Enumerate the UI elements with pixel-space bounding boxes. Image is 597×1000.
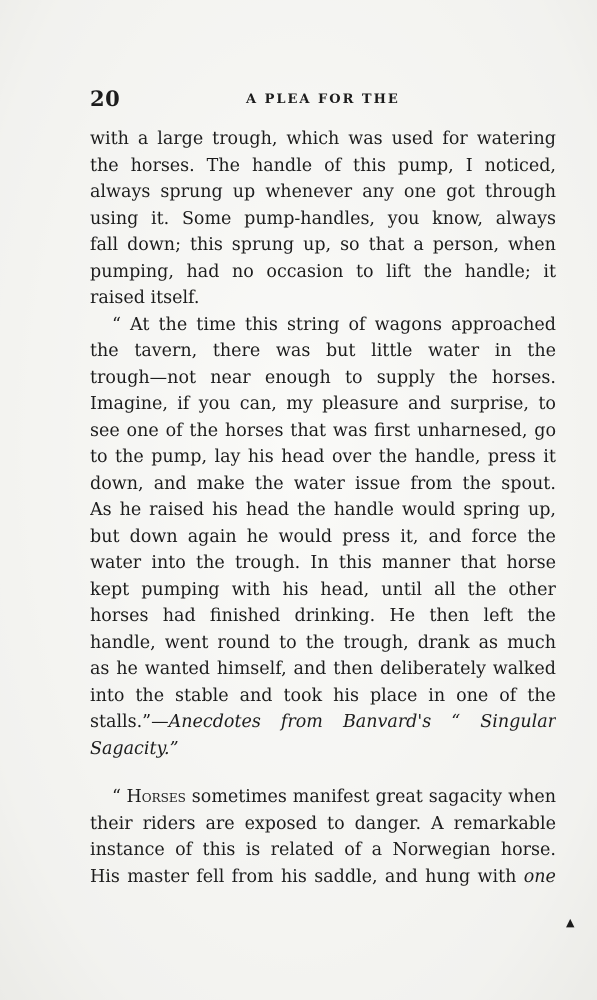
running-head: A PLEA FOR THE	[246, 92, 400, 107]
word: all	[434, 579, 456, 600]
word: and	[384, 866, 418, 887]
word: the	[527, 606, 556, 626]
word: of	[348, 314, 366, 335]
word: one	[126, 420, 159, 441]
word: drank	[417, 632, 470, 653]
text-line	[90, 312, 556, 339]
word: a	[413, 235, 424, 255]
word: pumping,	[90, 261, 174, 282]
word: sprung	[160, 182, 223, 202]
word: large	[157, 129, 204, 149]
word: the	[378, 447, 408, 467]
word: up,	[303, 235, 332, 255]
word: the	[423, 261, 453, 282]
word: to	[355, 261, 374, 282]
text-line	[90, 471, 556, 498]
word: the	[305, 632, 335, 653]
text-line	[90, 444, 556, 471]
word: to	[327, 813, 345, 834]
word: into	[90, 685, 125, 706]
word: any	[362, 182, 394, 202]
word: pumping	[141, 579, 220, 600]
word: as	[90, 659, 110, 679]
word: great	[375, 787, 423, 807]
word: unharnesed,	[417, 420, 528, 441]
word: always	[90, 182, 151, 202]
word: whenever	[265, 182, 353, 202]
word: head	[245, 500, 290, 520]
word: the	[90, 155, 119, 176]
word: lay	[214, 447, 241, 467]
text-line	[90, 709, 556, 736]
word: that	[460, 553, 497, 573]
word: approached	[451, 314, 556, 335]
word: Singular	[480, 712, 556, 732]
word: it.	[151, 208, 170, 229]
word: he	[246, 526, 269, 547]
text-line	[90, 524, 556, 551]
word: down	[129, 526, 178, 547]
word: and	[239, 685, 273, 706]
word: string	[286, 314, 340, 335]
word: his	[333, 685, 359, 706]
word: and	[408, 394, 441, 414]
word: handle,	[414, 447, 481, 467]
word: is	[245, 840, 261, 860]
text-line	[90, 153, 556, 180]
word: you	[198, 394, 231, 414]
word: of	[499, 685, 517, 706]
body-text	[90, 126, 556, 890]
word: took	[283, 685, 323, 706]
word: water	[293, 473, 345, 494]
word: to	[90, 447, 108, 467]
word: manifest	[292, 787, 370, 807]
word: himself,	[216, 659, 287, 679]
word: round	[217, 632, 271, 653]
word: much	[507, 632, 556, 653]
word: again	[187, 526, 237, 547]
word: stalls.”—Anecdotes	[90, 712, 261, 732]
word: fall	[90, 235, 119, 255]
word: “	[451, 712, 461, 732]
word: this	[189, 235, 223, 255]
word: with	[231, 579, 271, 600]
word: person,	[432, 235, 500, 255]
word: a	[371, 840, 383, 860]
word: press	[487, 447, 536, 467]
word: of	[165, 420, 183, 441]
word: watering	[476, 129, 556, 149]
word: Norwegian	[392, 840, 491, 860]
word: one	[523, 866, 556, 887]
word: and	[293, 659, 327, 679]
word: supply	[376, 367, 435, 388]
word: horses	[224, 420, 284, 441]
word: issue	[355, 473, 401, 494]
word: go	[534, 420, 556, 441]
word: until	[381, 579, 422, 600]
word: Imagine,	[90, 394, 168, 414]
word: The	[206, 155, 240, 176]
word: the	[189, 420, 219, 441]
word: He	[389, 606, 416, 626]
word: got	[446, 182, 475, 202]
word: in	[494, 341, 512, 361]
word: I	[465, 155, 473, 176]
word: from	[231, 866, 274, 887]
word: over	[331, 447, 372, 467]
word: the	[158, 314, 188, 335]
word: one	[456, 685, 489, 706]
word: “	[112, 314, 121, 335]
word: the	[254, 473, 284, 494]
text-line	[90, 864, 556, 891]
word: it	[543, 261, 556, 282]
word: which	[286, 129, 340, 149]
text-line	[90, 365, 556, 392]
word: know,	[432, 208, 483, 229]
word: water	[427, 341, 480, 361]
word: walked	[492, 659, 556, 679]
text-line	[90, 418, 556, 445]
text-line	[90, 285, 556, 312]
word: force	[471, 526, 518, 547]
word: into	[151, 553, 186, 573]
word: Banvard's	[342, 712, 432, 732]
word: noticed,	[484, 155, 556, 176]
word: so	[340, 235, 360, 255]
text-line	[90, 656, 556, 683]
word: with	[477, 866, 517, 887]
word: then	[429, 606, 470, 626]
word: the	[527, 685, 556, 706]
word: he	[119, 500, 142, 520]
word: water	[90, 553, 142, 573]
word: the	[462, 473, 492, 494]
word: if	[177, 394, 190, 414]
word: place	[369, 685, 418, 706]
word: handle	[251, 155, 313, 176]
page-header	[90, 86, 560, 116]
word: using	[90, 208, 139, 229]
word: head,	[320, 579, 370, 600]
word: His	[90, 866, 120, 887]
word: up,	[527, 500, 556, 520]
word: time	[196, 314, 236, 335]
word: this	[244, 314, 278, 335]
word: Some	[181, 208, 232, 229]
word: horse	[506, 553, 556, 573]
word: wanted	[144, 659, 210, 679]
word: As	[90, 500, 112, 520]
word: left	[483, 606, 513, 626]
word: had	[162, 606, 196, 626]
word: to	[279, 632, 297, 653]
word: exposed	[244, 813, 318, 834]
word: had	[186, 261, 220, 282]
word: the	[467, 579, 497, 600]
word: the	[115, 447, 144, 467]
text-line	[90, 577, 556, 604]
word: sagacity	[428, 787, 503, 807]
word: went	[164, 632, 209, 653]
word: from	[280, 712, 323, 732]
word: with	[90, 129, 129, 149]
word: from	[410, 473, 453, 494]
word: surprise,	[450, 394, 529, 414]
word: when	[508, 787, 556, 807]
word: no	[232, 261, 254, 282]
word: to	[538, 394, 556, 414]
word: horses.	[130, 155, 195, 176]
word: one	[403, 182, 437, 202]
word: related	[270, 840, 334, 860]
word: there	[212, 341, 261, 361]
word: see	[90, 420, 120, 441]
word: the	[297, 500, 326, 520]
page-number: 20	[90, 86, 121, 111]
word: sometimes	[191, 787, 287, 807]
word: kept	[90, 579, 130, 600]
word: handle	[333, 500, 394, 520]
page-mark-icon: ▲	[566, 916, 575, 929]
word: trough,	[343, 632, 409, 653]
word: of	[324, 155, 342, 176]
word: lift	[386, 261, 411, 282]
word: always	[495, 208, 556, 229]
word: trough,	[212, 129, 278, 149]
line-text: Sagacity.”	[90, 738, 179, 759]
word: spring	[463, 500, 520, 520]
word: near	[210, 367, 251, 388]
word: his	[281, 866, 307, 887]
word: can,	[239, 394, 277, 414]
word: that	[290, 420, 327, 441]
word: sprung	[231, 235, 295, 255]
word: was	[275, 341, 311, 361]
word: handle;	[464, 261, 531, 282]
word: stable	[175, 685, 229, 706]
word: first	[374, 420, 411, 441]
word: press	[342, 526, 391, 547]
word: horses	[90, 606, 149, 626]
word: the	[527, 526, 556, 547]
word: danger.	[354, 813, 422, 834]
word: and	[153, 473, 187, 494]
word: pleasure	[322, 394, 399, 414]
word: remarkable	[453, 813, 556, 834]
text-line	[90, 811, 556, 838]
word: finished	[209, 606, 281, 626]
word: little	[371, 341, 413, 361]
text-line	[90, 784, 556, 811]
word: it	[543, 447, 556, 467]
word: master	[127, 866, 189, 887]
word: would	[401, 500, 456, 520]
word: his	[282, 579, 309, 600]
word: A	[431, 813, 444, 834]
word: enough	[264, 367, 331, 388]
line-text: raised itself.	[90, 288, 200, 308]
word: deliberately	[379, 659, 486, 679]
word: up	[232, 182, 256, 202]
word: of	[175, 840, 193, 860]
text-line	[90, 391, 556, 418]
text-line	[90, 126, 556, 153]
word: his	[247, 447, 274, 467]
word: the	[449, 367, 478, 388]
word: this	[353, 155, 386, 176]
word: pump,	[151, 447, 208, 467]
word: when	[507, 235, 556, 255]
word: this	[202, 840, 236, 860]
word: was	[332, 420, 368, 441]
word: manner	[381, 553, 451, 573]
word: are	[205, 813, 235, 834]
word: raised	[149, 500, 205, 520]
text-line	[90, 630, 556, 657]
word: trough—not	[90, 367, 197, 388]
word: then	[333, 659, 374, 679]
word: of	[344, 840, 362, 860]
word: instance	[90, 840, 165, 860]
word: tavern,	[134, 341, 198, 361]
word: down,	[90, 473, 144, 494]
word: but	[325, 341, 356, 361]
word: in	[428, 685, 446, 706]
word: would	[278, 526, 333, 547]
word: pump-handles,	[244, 208, 375, 229]
word: through	[485, 182, 556, 202]
word: “ Horses	[112, 787, 186, 807]
word: drinking.	[294, 606, 376, 626]
text-line	[90, 259, 556, 286]
text-line	[90, 497, 556, 524]
word: to	[344, 367, 363, 388]
word: other	[508, 579, 556, 600]
word: wagons	[374, 314, 443, 335]
word: make	[196, 473, 245, 494]
word: the	[135, 685, 165, 706]
word: a	[137, 129, 149, 149]
word: the	[196, 553, 225, 573]
word: but	[90, 526, 120, 547]
word: he	[116, 659, 138, 679]
text-line	[90, 603, 556, 630]
word: saddle,	[314, 866, 378, 887]
word: their	[90, 813, 133, 834]
word: the	[90, 341, 119, 361]
word: you	[387, 208, 420, 229]
text-line	[90, 232, 556, 259]
word: as	[478, 632, 499, 653]
paragraph-gap	[90, 762, 556, 784]
word: for	[442, 129, 468, 149]
word: it,	[400, 526, 419, 547]
word: riders	[142, 813, 196, 834]
text-line	[90, 179, 556, 206]
word: spout.	[501, 473, 556, 494]
word: hung	[425, 866, 471, 887]
word: handle,	[90, 632, 156, 653]
word: pump,	[397, 155, 454, 176]
text-line	[90, 550, 556, 577]
word: At	[130, 314, 150, 335]
word: occasion	[266, 261, 344, 282]
word: the	[527, 341, 556, 361]
text-line	[90, 837, 556, 864]
text-line	[90, 338, 556, 365]
word: and	[428, 526, 462, 547]
word: my	[286, 394, 313, 414]
word: this	[338, 553, 372, 573]
word: head	[281, 447, 325, 467]
text-line	[90, 683, 556, 710]
word: trough.	[234, 553, 301, 573]
word: his	[212, 500, 238, 520]
word: that	[368, 235, 405, 255]
word: horses.	[491, 367, 556, 388]
word: fell	[196, 866, 225, 887]
word: horse.	[500, 840, 556, 860]
word: down;	[127, 235, 181, 255]
text-line	[90, 736, 556, 763]
word: In	[310, 553, 329, 573]
word: used	[391, 129, 434, 149]
text-line	[90, 206, 556, 233]
word: was	[348, 129, 383, 149]
